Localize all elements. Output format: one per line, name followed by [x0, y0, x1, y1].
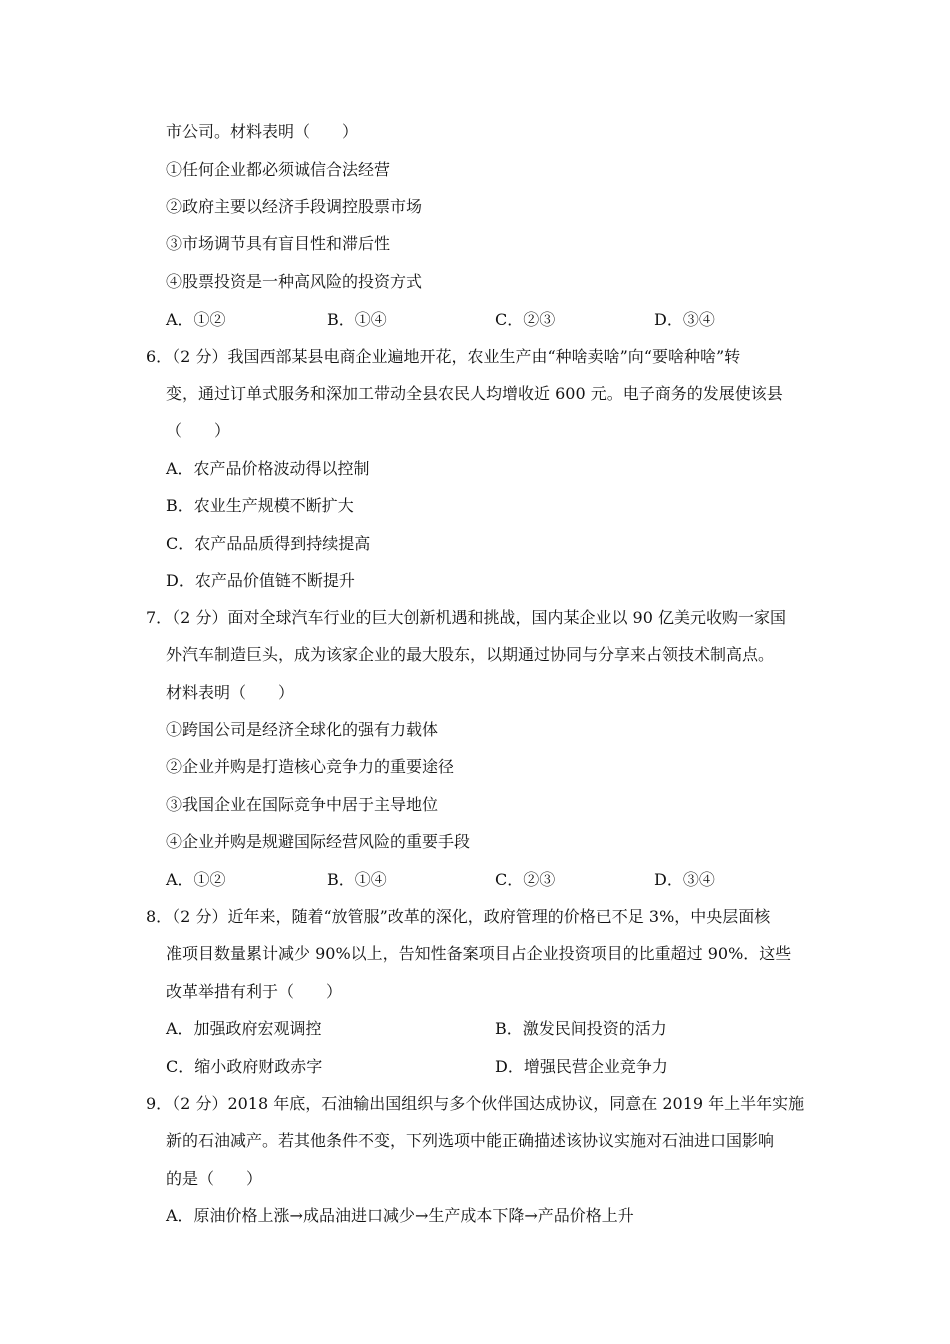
- q5-item-1: ①任何企业都必须诚信合法经营: [166, 160, 391, 179]
- q5-item-4: ④股票投资是一种高风险的投资方式: [166, 272, 423, 291]
- q8-option-c[interactable]: C．缩小政府财政赤字: [166, 1057, 323, 1076]
- q9-stem-line-2: 新的石油减产。若其他条件不变，下列选项中能正确描述该协议实施对石油进口国影响: [166, 1131, 775, 1150]
- q6-stem-line-3: （ ）: [166, 421, 231, 440]
- q5-option-a[interactable]: A．①②: [166, 310, 226, 329]
- q7-item-1: ①跨国公司是经济全球化的强有力载体: [166, 720, 439, 739]
- q9-option-a[interactable]: A．原油价格上涨→成品油进口减少→生产成本下降→产品价格上升: [166, 1206, 634, 1225]
- q7-item-3: ③我国企业在国际竞争中居于主导地位: [166, 795, 439, 814]
- q5-stem-tail: 市公司。材料表明（ ）: [166, 122, 359, 141]
- q7-item-4: ④企业并购是规避国际经营风险的重要手段: [166, 832, 471, 851]
- q7-option-a[interactable]: A．①②: [166, 870, 226, 889]
- q7-stem-line-3: 材料表明（ ）: [166, 683, 295, 702]
- q5-option-d[interactable]: D．③④: [654, 310, 715, 329]
- q6-option-c[interactable]: C．农产品品质得到持续提高: [166, 534, 371, 553]
- q6-stem-line-2: 变，通过订单式服务和深加工带动全县农民人均增收近 600 元。电子商务的发展使该县: [166, 384, 783, 403]
- q8-stem-line-1: 8．（2 分）近年来，随着“放管服”改革的深化，政府管理的价格已不足 3%，中央层面核: [146, 907, 771, 926]
- q9-stem-line-3: 的是（ ）: [166, 1169, 263, 1188]
- q8-option-d[interactable]: D．增强民营企业竞争力: [495, 1057, 668, 1076]
- q5-item-2: ②政府主要以经济手段调控股票市场: [166, 197, 423, 216]
- q7-stem-line-1: 7．（2 分）面对全球汽车行业的巨大创新机遇和挑战，国内某企业以 90 亿美元收购一家国: [146, 608, 786, 627]
- q7-option-d[interactable]: D．③④: [654, 870, 715, 889]
- q6-stem-line-1: 6．（2 分）我国西部某县电商企业遍地开花，农业生产由“种啥卖啥”向“要啥种啥”转: [146, 347, 741, 366]
- q6-option-d[interactable]: D．农产品价值链不断提升: [166, 571, 355, 590]
- q5-option-c[interactable]: C．②③: [495, 310, 556, 329]
- q8-option-b[interactable]: B．激发民间投资的活力: [495, 1019, 667, 1038]
- q5-item-3: ③市场调节具有盲目性和滞后性: [166, 234, 391, 253]
- q7-stem-line-2: 外汽车制造巨头，成为该家企业的最大股东，以期通过协同与分享来占领技术制高点。: [166, 645, 775, 664]
- q7-item-2: ②企业并购是打造核心竞争力的重要途径: [166, 757, 455, 776]
- q7-option-b[interactable]: B．①④: [327, 870, 387, 889]
- q5-option-b[interactable]: B．①④: [327, 310, 387, 329]
- q8-stem-line-2: 准项目数量累计减少 90%以上，告知性备案项目占企业投资项目的比重超过 90%．这些: [166, 944, 792, 963]
- q7-option-c[interactable]: C．②③: [495, 870, 556, 889]
- q6-option-a[interactable]: A．农产品价格波动得以控制: [166, 459, 370, 478]
- q8-stem-line-3: 改革举措有利于（ ）: [166, 982, 343, 1001]
- q9-stem-line-1: 9．（2 分）2018 年底，石油输出国组织与多个伙伴国达成协议，同意在 2019 年上半年实施: [146, 1094, 805, 1113]
- q8-option-a[interactable]: A．加强政府宏观调控: [166, 1019, 322, 1038]
- q6-option-b[interactable]: B．农业生产规模不断扩大: [166, 496, 354, 515]
